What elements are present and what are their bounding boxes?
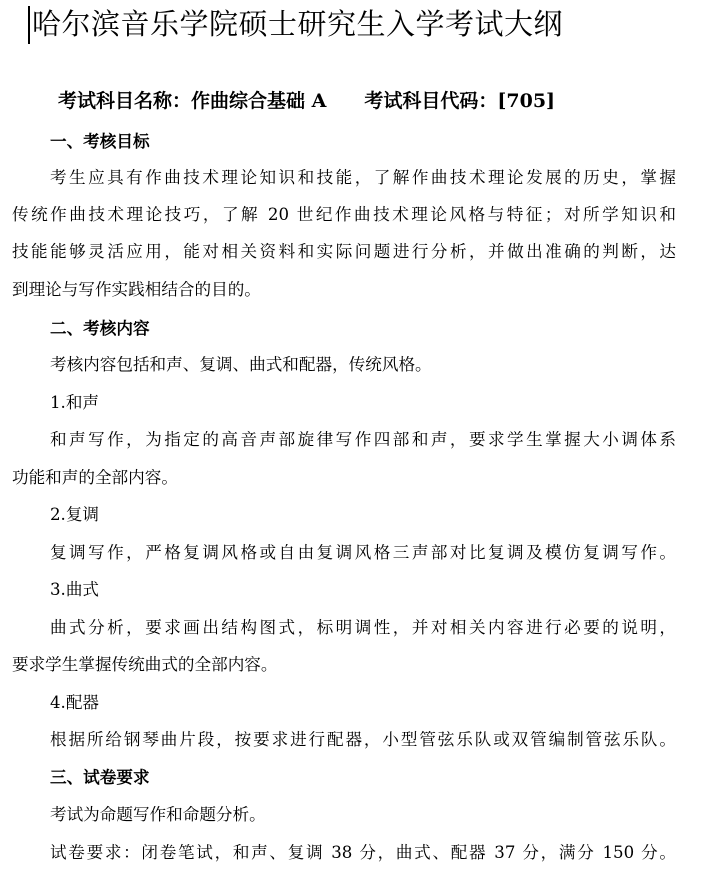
paragraph-line: 考核内容包括和声、复调、曲式和配器，传统风格。 bbox=[50, 355, 432, 374]
paragraph-line: 曲式分析，要求画出结构图式，标明调性，并对相关内容进行必要的说明， bbox=[50, 618, 676, 637]
document-title: 哈尔滨音乐学院硕士研究生入学考试大纲 bbox=[32, 7, 564, 41]
section-heading-content: 二、考核内容 bbox=[50, 318, 150, 338]
item-title-counterpoint: 2.复调 bbox=[50, 505, 100, 524]
paragraph-line: 传统作曲技术理论技巧，了解 20 世纪作曲技术理论风格与特征；对所学知识和 bbox=[12, 205, 676, 224]
paragraph-line: 试卷要求：闭卷笔试，和声、复调 38 分，曲式、配器 37 分，满分 150 分。 bbox=[50, 843, 676, 862]
subject-line bbox=[58, 88, 555, 114]
section-heading-goals: 一、考核目标 bbox=[50, 131, 150, 151]
text-cursor bbox=[28, 6, 30, 44]
item-title-orchestration: 4.配器 bbox=[50, 693, 100, 712]
item-title-form: 3.曲式 bbox=[50, 580, 100, 599]
subject-name-value: 作曲综合基础 A bbox=[191, 90, 327, 112]
paragraph-line: 技能能够灵活应用，能对相关资料和实际问题进行分析，并做出准确的判断，达 bbox=[12, 242, 676, 261]
section-heading-requirements: 三、试卷要求 bbox=[50, 767, 150, 787]
subject-name-label: 考试科目名称： bbox=[58, 90, 192, 112]
paragraph-line: 复调写作，严格复调风格或自由复调风格三声部对比复调及模仿复调写作。 bbox=[50, 543, 676, 562]
paragraph-line: 要求学生掌握传统曲式的全部内容。 bbox=[12, 655, 278, 674]
subject-code-value: [705] bbox=[497, 90, 556, 112]
paragraph-line: 功能和声的全部内容。 bbox=[12, 468, 178, 487]
paragraph-line: 和声写作，为指定的高音声部旋律写作四部和声，要求学生掌握大小调体系 bbox=[50, 430, 676, 449]
paragraph-line: 根据所给钢琴曲片段，按要求进行配器，小型管弦乐队或双管编制管弦乐队。 bbox=[50, 730, 676, 749]
paragraph-line: 到理论与写作实践相结合的目的。 bbox=[12, 280, 261, 299]
paragraph-line: 考生应具有作曲技术理论知识和技能，了解作曲技术理论发展的历史，掌握 bbox=[50, 168, 676, 187]
subject-code-label: 考试科目代码： bbox=[364, 90, 498, 112]
item-title-harmony: 1.和声 bbox=[50, 393, 100, 412]
paragraph-line: 考试为命题写作和命题分析。 bbox=[50, 805, 266, 824]
